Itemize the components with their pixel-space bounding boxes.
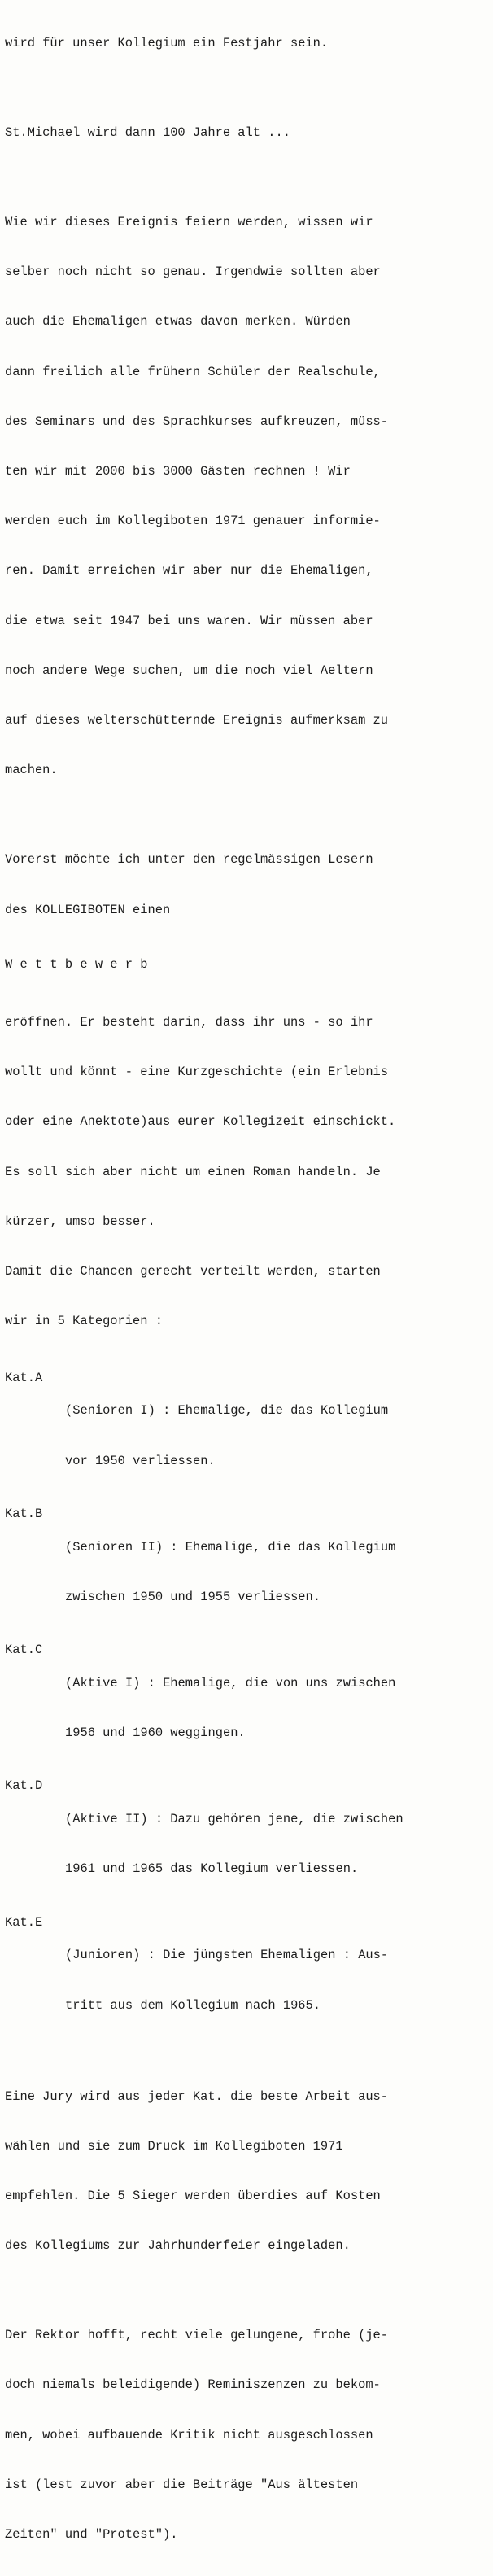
paragraph-contest-rules	[5, 981, 493, 1362]
text-line: eröffnen. Er besteht darin, dass ihr uns - so ihr	[5, 1014, 373, 1030]
text-line: vor 1950 verliessen.	[65, 1453, 216, 1468]
text-line: Es soll sich aber nicht um einen Roman handeln. Je	[5, 1164, 381, 1179]
category-item	[5, 1370, 493, 1502]
text-line: (Junioren) : Die jüngsten Ehemaligen : Aus-	[65, 1948, 389, 1963]
text-line: tritt aus dem Kollegium nach 1965.	[65, 1997, 321, 2013]
category-description	[65, 1642, 395, 1774]
category-code: Kat.E	[5, 1914, 43, 1930]
text-line: noch andere Wege suchen, um die noch viel Aeltern	[5, 663, 373, 678]
paragraph-celebration	[5, 181, 493, 811]
text-line: kürzer, umso besser.	[5, 1214, 155, 1229]
text-line: wählen und sie zum Druck im Kollegiboten 1971	[5, 2138, 343, 2154]
text-line: ren. Damit erreichen wir aber nur die Ehemaligen,	[5, 563, 373, 579]
category-item	[5, 1642, 493, 1774]
category-code: Kat.D	[5, 1778, 43, 1794]
category-item	[5, 1778, 493, 1910]
text-line: wollt und könnt - eine Kurzgeschichte (ein Erlebnis	[5, 1065, 389, 1080]
text-line: dann freilich alle frühern Schüler der Realschule,	[5, 364, 381, 379]
text-line: die etwa seit 1947 bei uns waren. Wir müssen aber	[5, 613, 373, 628]
text-line: Damit die Chancen gerecht verteilt werden, starten	[5, 1264, 381, 1279]
paragraph-anniversary	[5, 91, 493, 174]
contest-heading: W e t t b e w e r b	[5, 956, 148, 972]
text-line: zwischen 1950 und 1955 verliessen.	[65, 1589, 321, 1604]
text-line: auf dieses welterschütternde Ereignis aufmerksam zu	[5, 713, 389, 728]
category-description	[65, 1914, 388, 2047]
text-line: machen.	[5, 763, 58, 778]
text-line: Vorerst möchte ich unter den regelmässigen Lesern	[5, 852, 373, 868]
text-line: Eine Jury wird aus jeder Kat. die beste Arbeit aus-	[5, 2088, 389, 2104]
text-line: des Kollegiums zur Jahrhunderfeier eingeladen.	[5, 2238, 351, 2254]
category-description	[65, 1778, 404, 1910]
text-line: 1961 und 1965 das Kollegium verliessen.	[65, 1861, 359, 1877]
text-line: (Senioren II) : Ehemalige, die das Kollegium	[65, 1539, 396, 1555]
category-code: Kat.A	[5, 1370, 43, 1385]
text-line: selber noch nicht so genau. Irgendwie sollten aber	[5, 265, 381, 280]
text-line: wir in 5 Kategorien :	[5, 1314, 163, 1329]
text-line: (Senioren I) : Ehemalige, die das Kollegium	[65, 1403, 389, 1419]
text-line: ist (lest zuvor aber die Beiträge "Aus ältesten	[5, 2477, 359, 2492]
text-line: Der Rektor hofft, recht viele gelungene, frohe (je-	[5, 2328, 389, 2343]
paragraph-festjahr	[5, 2, 493, 85]
category-description	[65, 1506, 395, 1638]
text-line: des Seminars und des Sprachkurses aufkreuzen, müss-	[5, 413, 389, 429]
text-line: men, wobei aufbauende Kritik nicht ausgeschlossen	[5, 2427, 373, 2443]
text-line: oder eine Anektote)aus eurer Kollegizeit einschickt.	[5, 1114, 396, 1130]
text-line: wird für unser Kollegium ein Festjahr sein.	[5, 35, 329, 50]
category-description	[65, 1370, 388, 1502]
text-line: Wie wir dieses Ereignis feiern werden, wissen wir	[5, 214, 373, 230]
text-line: (Aktive I) : Ehemalige, die von uns zwischen	[65, 1675, 396, 1690]
text-line: Zeiten" und "Protest").	[5, 2527, 178, 2543]
text-line: auch die Ehemaligen etwas davon merken. Würden	[5, 314, 351, 330]
category-item	[5, 1506, 493, 1638]
text-line: doch niemals beleidigende) Reminiszenzen zu bekom-	[5, 2377, 381, 2393]
text-line: ten wir mit 2000 bis 3000 Gästen rechnen ! Wir	[5, 463, 351, 479]
category-item	[5, 1914, 493, 2047]
text-line: (Aktive II) : Dazu gehören jene, die zwischen	[65, 1812, 404, 1827]
category-list	[5, 1370, 493, 2047]
paragraph-rector	[5, 2294, 493, 2576]
text-line: St.Michael wird dann 100 Jahre alt ...	[5, 125, 290, 140]
category-code: Kat.B	[5, 1506, 43, 1521]
paragraph-jury	[5, 2055, 493, 2288]
text-line: empfehlen. Die 5 Sieger werden überdies auf Kosten	[5, 2189, 381, 2203]
text-line: des KOLLEGIBOTEN einen	[5, 902, 171, 917]
paragraph-readers	[5, 819, 493, 951]
text-line: werden euch im Kollegiboten 1971 genauer informie-	[5, 514, 381, 529]
category-code: Kat.C	[5, 1642, 43, 1657]
text-line: 1956 und 1960 weggingen.	[65, 1725, 246, 1741]
